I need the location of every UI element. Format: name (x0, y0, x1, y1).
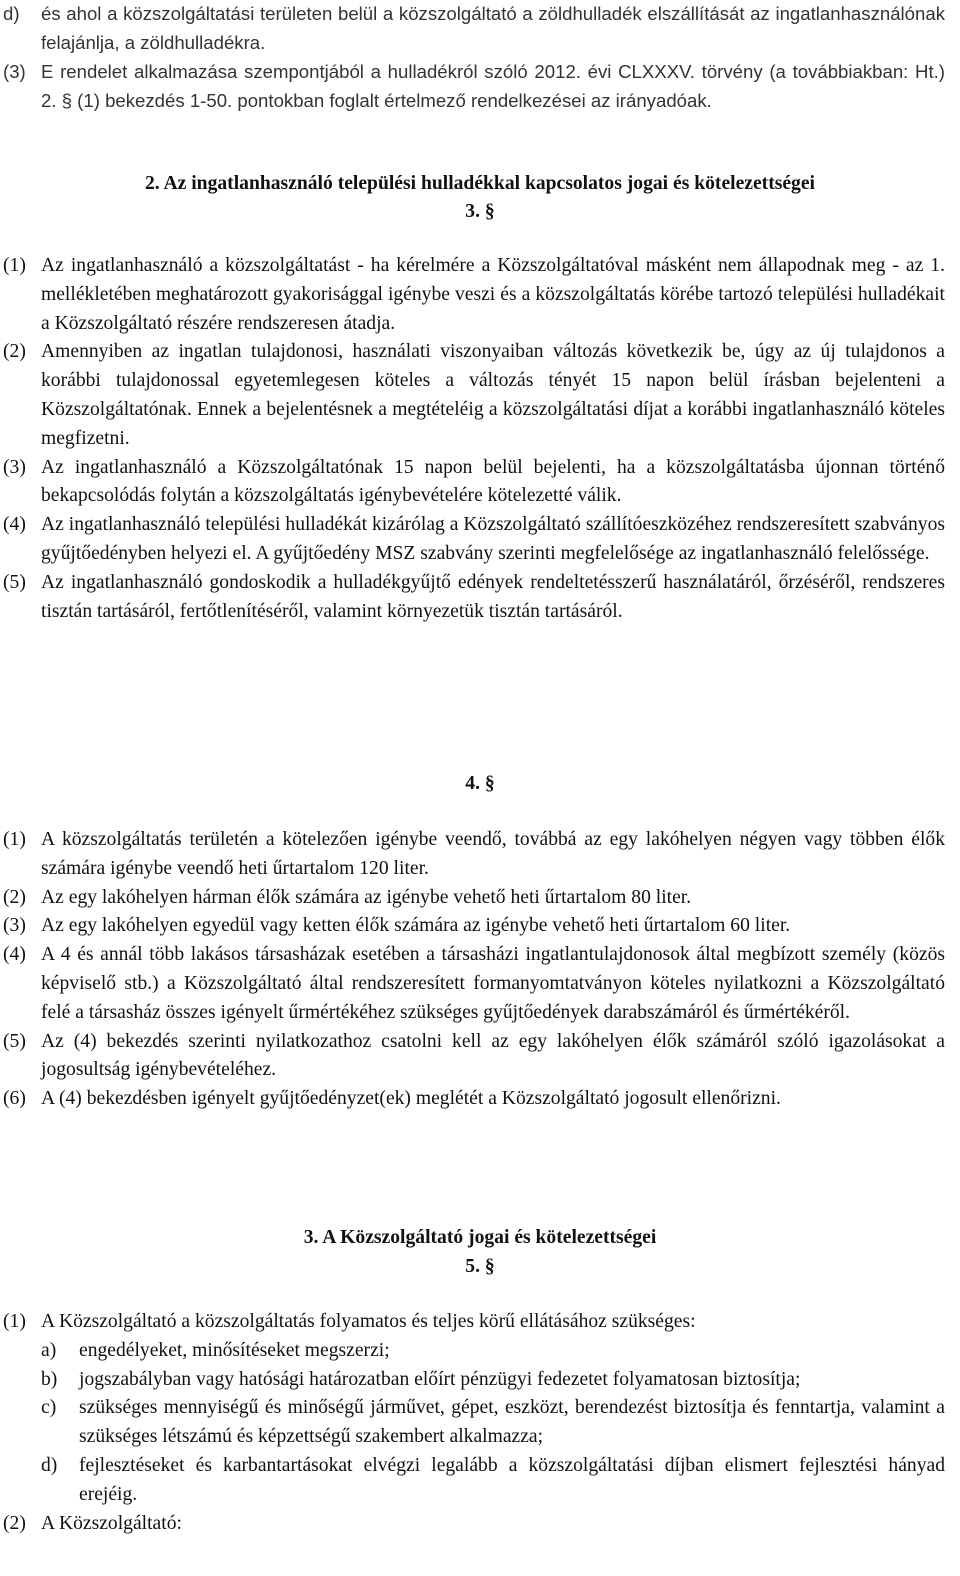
paragraph (3, 511, 953, 569)
paragraph-marker: (5) (3, 1030, 26, 1052)
paragraph (3, 338, 953, 453)
section-number: 5. § (465, 1256, 495, 1277)
section-number: 4. § (465, 773, 495, 794)
paragraph-text: Az egy lakóhelyen hárman élők számára az igénybe vehető heti űrtartalom 80 liter. (41, 886, 692, 908)
item-text: fejlesztéseket és karbantartásokat elvégzi legalább a közszolgáltatási díjban elismert fejlesztési hányad erejéig. (79, 1454, 945, 1505)
item-text: szükséges mennyiségű és minőségű járművet, gépet, eszközt, berendezést biztosítja és fenntartja, valamint a szükséges létszámú és képzettségű szakembert alkalmazza; (79, 1397, 945, 1448)
list-item (3, 1366, 953, 1395)
paragraph-text: Amennyiben az ingatlan tulajdonosi, használati viszonyaiban változás következik be, úgy az új tulajdonos a korábbi tulajdonossal egyetemlegesen köteles a változás tényét 15 napon belül írásban bejelenteni a Közszolgáltatónak. Ennek a bejelentésnek a megtételéig a közszolgáltatási díjat a korábbi ingatlanhasználó köteles megfizetni. (41, 341, 945, 449)
paragraph-marker: (4) (3, 514, 26, 536)
item-text: E rendelet alkalmazása szempontjából a hulladékról szóló 2012. évi CLXXXV. törvény (a továbbiakban: Ht.) 2. § (1) bekezdés 1-50. pontokban foglalt értelmező rendelkezései az irányadóak. (41, 61, 945, 111)
list-item (3, 58, 953, 116)
item-marker: a) (41, 1339, 57, 1361)
paragraph (3, 912, 953, 941)
paragraph-text: Az (4) bekezdés szerinti nyilatkozathoz csatolni kell az egy lakóhelyen élők számáról szóló igazolásokat a jogosultság igénybevételéhez. (41, 1030, 945, 1081)
paragraph-marker: (1) (3, 829, 26, 850)
paragraph (3, 1085, 953, 1114)
paragraph (3, 1308, 953, 1337)
paragraph (3, 1028, 953, 1086)
item-marker: d) (3, 3, 20, 24)
paragraph (3, 884, 953, 913)
paragraph (3, 454, 953, 512)
list-item (3, 1452, 953, 1510)
paragraph-text: Az egy lakóhelyen egyedül vagy ketten élők számára az igénybe vehető heti űrtartalom 60 liter. (41, 915, 791, 937)
paragraph-marker: (6) (3, 1088, 26, 1110)
paragraph-marker: (3) (3, 456, 26, 478)
section-5-body (3, 1308, 953, 1538)
paragraph (3, 252, 953, 338)
item-text: jogszabályban vagy hatósági határozatban előírt pénzügyi fedezetet folyamatosan biztosítja; (79, 1368, 801, 1390)
paragraph-text: A Közszolgáltató a közszolgáltatás folyamatos és teljes körű ellátásához szükséges: (41, 1311, 696, 1332)
paragraph-marker: (3) (3, 915, 26, 937)
list-item (3, 0, 953, 58)
paragraph (3, 941, 953, 1027)
paragraph-marker: (4) (3, 944, 26, 966)
section-4-body (3, 826, 953, 1114)
list-item (3, 1337, 953, 1366)
list-item (3, 1394, 953, 1452)
paragraph-marker: (1) (3, 255, 26, 276)
paragraph-marker: (2) (3, 886, 26, 908)
paragraph (3, 569, 953, 627)
item-marker: c) (41, 1397, 57, 1419)
paragraph-marker: (2) (3, 341, 26, 363)
item-text: és ahol a közszolgáltatási területen belül a közszolgáltató a zöldhulladék elszállítását az ingatlanhasználónak felajánlja, a zöldhulladékra. (41, 3, 945, 53)
item-text: engedélyeket, minősítéseket megszerzi; (79, 1339, 390, 1361)
paragraph-text: Az ingatlanhasználó a közszolgáltatást - ha kérelmére a Közszolgáltatóval másként nem állapodnak meg - az 1. mellékletében meghatározott gyakorisággal igénybe veszi és a közszolgáltatás körébe tartozó települési hulladékait a Közszolgáltató részére rendszeresen átadja. (41, 255, 945, 334)
paragraph-text: A (4) bekezdésben igényelt gyűjtőedényzet(ek) meglétét a Közszolgáltató jogosult ellenőrizni. (41, 1088, 781, 1110)
chapter-title: 3. A Közszolgáltató jogai és kötelezettségei (303, 1227, 657, 1248)
paragraph-text: A 4 és annál több lakásos társasházak esetében a társasházi ingatlantulajdonosok által megbízott személy (közös képviselő stb.) a Közszolgáltató által rendszeresített formanyomtatványon köteles nyilatkozni a Közszolgáltató felé a társasház összes igényelt űrmértékéhez szükséges gyűjtőedények darabszámáról és űrmértékéről. (41, 944, 945, 1023)
item-marker: b) (41, 1368, 58, 1390)
paragraph-text: Az ingatlanhasználó gondoskodik a hulladékgyűjtő edények rendeltetésszerű használatáról, őrzéséről, rendszeres tisztán tartásáról, fertőtlenítéséről, valamint környezetük tisztán tartásáról. (41, 571, 945, 622)
paragraph (3, 1510, 953, 1539)
section-number: 3. § (465, 201, 495, 222)
paragraph-marker: (5) (3, 571, 26, 593)
paragraph-marker: (2) (3, 1512, 26, 1534)
section-3-body (3, 252, 953, 626)
paragraph-text: Az ingatlanhasználó települési hulladékát kizárólag a Közszolgáltató szállítóeszközéhez rendszeresített szabványos gyűjtőedényben helyezi el. A gyűjtőedény MSZ szabvány szerinti megfelelősége az ingatlanhasználó felelőssége. (41, 514, 945, 564)
item-marker: (3) (3, 61, 26, 82)
paragraph-text: A közszolgáltatás területén a kötelezően igénybe veendő, továbbá az egy lakóhelyen négyen vagy többen élők számára igénybe veendő heti űrtartalom 120 liter. (41, 829, 945, 879)
paragraph-marker: (1) (3, 1311, 26, 1332)
paragraph-text: Az ingatlanhasználó a Közszolgáltatónak 15 napon belül bejelenti, ha a közszolgáltatásba újonnan történő bekapcsolódás folytán a közszolgáltatás igénybevételére kötelezetté válik. (41, 456, 945, 507)
chapter-title: 2. Az ingatlanhasználó települési hulladékkal kapcsolatos jogai és kötelezettségei (144, 173, 815, 194)
paragraph-text: A Közszolgáltató: (41, 1512, 182, 1534)
item-marker: d) (41, 1454, 58, 1476)
paragraph (3, 826, 953, 884)
